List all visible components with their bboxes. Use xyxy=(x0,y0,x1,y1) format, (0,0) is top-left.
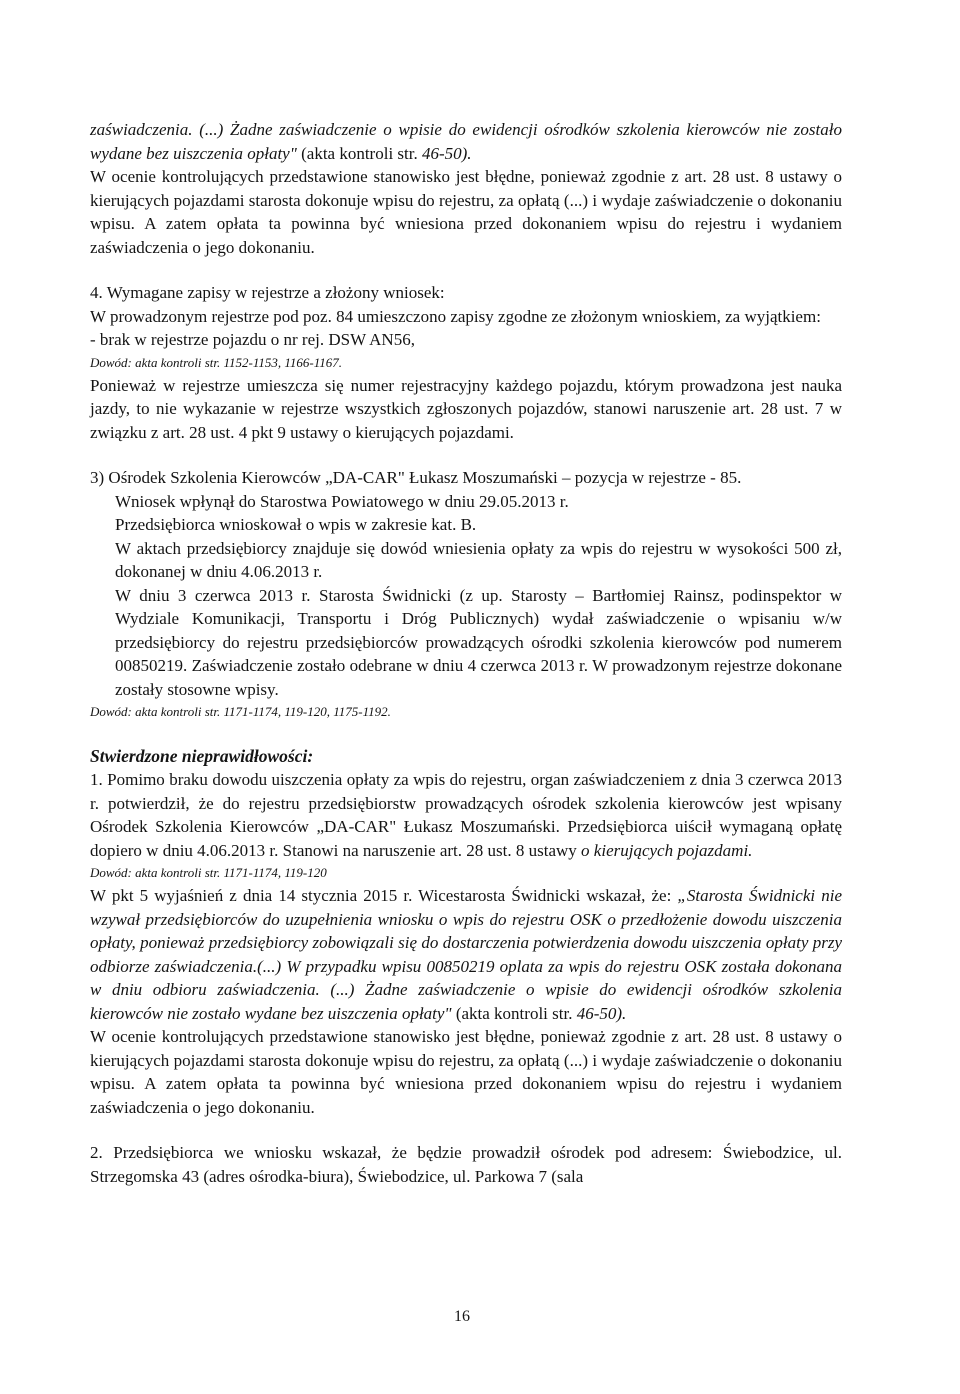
evidence-note: Dowód: akta kontroli str. 1171-1174, 119-120, 1175-1192. xyxy=(90,704,391,719)
item-4-missing-vehicle: - brak w rejestrze pojazdu o nr rej. DSW AN56, xyxy=(90,330,415,349)
evidence-note: Dowód: akta kontroli str. 1152-1153, 1166-1167. xyxy=(90,354,343,370)
evaluation-paragraph: W ocenie kontrolujących przedstawione stanowisko jest błędne, ponieważ zgodnie z art. 28 ust. 8 ustawy o kierujących pojazdami starosta dokonuje wpisu do rejestru, za opłatą (...) i wydaje zaświadczenie o dokonaniu wpisu. A zatem opłata ta powinna być wniesiona przed dokonaniem wpisu do rejestru i wydaniem zaświadczenia o jego dokonaniu. xyxy=(90,167,842,257)
section-item-4 xyxy=(90,281,842,444)
item-3-line: W dniu 3 czerwca 2013 r. Starosta Świdnicki (z up. Starosty – Bartłomiej Rainsz, podinspektor w Wydziale Komunikacji, Transportu i Dróg Publicznych) wydał zaświadczenie o wpisaniu w/w przedsiębiorcy do rejestru przedsiębiorców prowadzących ośrodki szkolenia kierowców pod numerem 00850219. Zaświadczenie zostało odebrane w dniu 4 czerwca 2013 r. W prowadzonym rejestrze dokonane zostały stosowne wpisy. xyxy=(115,585,842,699)
findings-section xyxy=(90,744,842,1188)
item-3-body xyxy=(90,490,842,702)
evaluation-paragraph: W ocenie kontrolujących przedstawione stanowisko jest błędne, ponieważ zgodnie z art. 28 ust. 8 ustawy o kierujących pojazdami starosta dokonuje wpisu do rejestru, za opłatą (...) i wydaje zaświadczenie o dokonaniu wpisu. A zatem opłata ta powinna być wniesiona przed dokonaniem wpisu do rejestru i wydaniem zaświadczenia o jego dokonaniu. xyxy=(90,1027,842,1117)
item-3-line: Przedsiębiorca wnioskował o wpis w zakresie kat. B. xyxy=(115,515,477,534)
quote-continuation: zaświadczenia. (...) Żadne zaświadczenie o wpisie do ewidencji ośrodków szkolenia kierowców nie zostało wydane bez uiszczenia opłaty" (akta kontroli str. 46-50). xyxy=(90,120,842,163)
item-3-title: 3) Ośrodek Szkolenia Kierowców „DA-CAR" Łukasz Moszumański – pozycja w rejestrze - 85. xyxy=(90,468,742,487)
item-3-line: W aktach przedsiębiorcy znajduje się dowód wniesienia opłaty za wpis do rejestru w wysokości 500 zł, dokonanej w dniu 4.06.2013 r. xyxy=(115,538,842,581)
findings-heading: Stwierdzone nieprawidłowości: xyxy=(90,746,314,766)
item-4-conclusion: Ponieważ w rejestrze umieszcza się numer rejestracyjny każdego pojazdu, którym prowadzona jest nauka jazdy, to nie wykazanie w rejestrze wszystkich zgłoszonych pojazdów, stanowi naruszenie art. 28 ust. 7 w związku z art. 28 ust. 4 pkt 9 ustawy o kierujących pojazdami. xyxy=(90,375,842,442)
item-4-title: 4. Wymagane zapisy w rejestrze a złożony wniosek: xyxy=(90,283,445,302)
item-3-line: Wniosek wpłynął do Starostwa Powiatowego w dniu 29.05.2013 r. xyxy=(115,491,569,511)
item-4-paragraph: W prowadzonym rejestrze pod poz. 84 umieszczono zapisy zgodne ze złożonym wnioskiem, za wyjątkiem: xyxy=(90,306,821,326)
section-item-3 xyxy=(90,466,842,721)
finding-1: 1. Pomimo braku dowodu uiszczenia opłaty za wpis do rejestru, organ zaświadczeniem z dnia 3 czerwca 2013 r. potwierdził, że do rejestru przedsiębiorstw prowadzących ośrodek szkolenia kierowców jest wpisany Ośrodek Szkolenia Kierowców „DA-CAR" Łukasz Moszumański. Przedsiębiorca uiścił wymaganą opłatę dopiero w dniu 4.06.2013 r. Stanowi na naruszenie art. 28 ust. 8 ustawy o kierujących pojazdami. xyxy=(90,770,842,860)
finding-2: 2. Przedsiębiorca we wniosku wskazał, że będzie prowadził ośrodek pod adresem: Świebodzice, ul. Strzegomska 43 (adres ośrodka-biura), Świebodzice, ul. Parkowa 7 (sala xyxy=(90,1143,842,1186)
page-number: 16 xyxy=(454,1308,470,1325)
explanation-quote: W pkt 5 wyjaśnień z dnia 14 stycznia 2015 r. Wicestarosta Świdnicki wskazał, że: „Starosta Świdnicki nie wzywał przedsiębiorców do uzupełnienia wniosku o wpis do rejestru OSK o przedłożenie dowodu uiszczenia opłaty, ponieważ przedsiębiorcy zobowiązali się do dostarczenia potwierdzenia dowodu uiszczenia opłaty przy odbiorze zaświadczenia.(...) W przypadku wpisu 00850219 oplata za wpis do rejestru OSK została dokonana w dniu odbioru zaświadczenia. (...) Żadne zaświadczenie o wpisie do ewidencji ośrodków szkolenia kierowców nie zostało wydane bez uiszczenia opłaty" (akta kontroli str. 46-50). xyxy=(90,886,842,1023)
page-content xyxy=(90,118,842,1188)
evidence-note: Dowód: akta kontroli str. 1171-1174, 119-120 xyxy=(90,865,327,880)
